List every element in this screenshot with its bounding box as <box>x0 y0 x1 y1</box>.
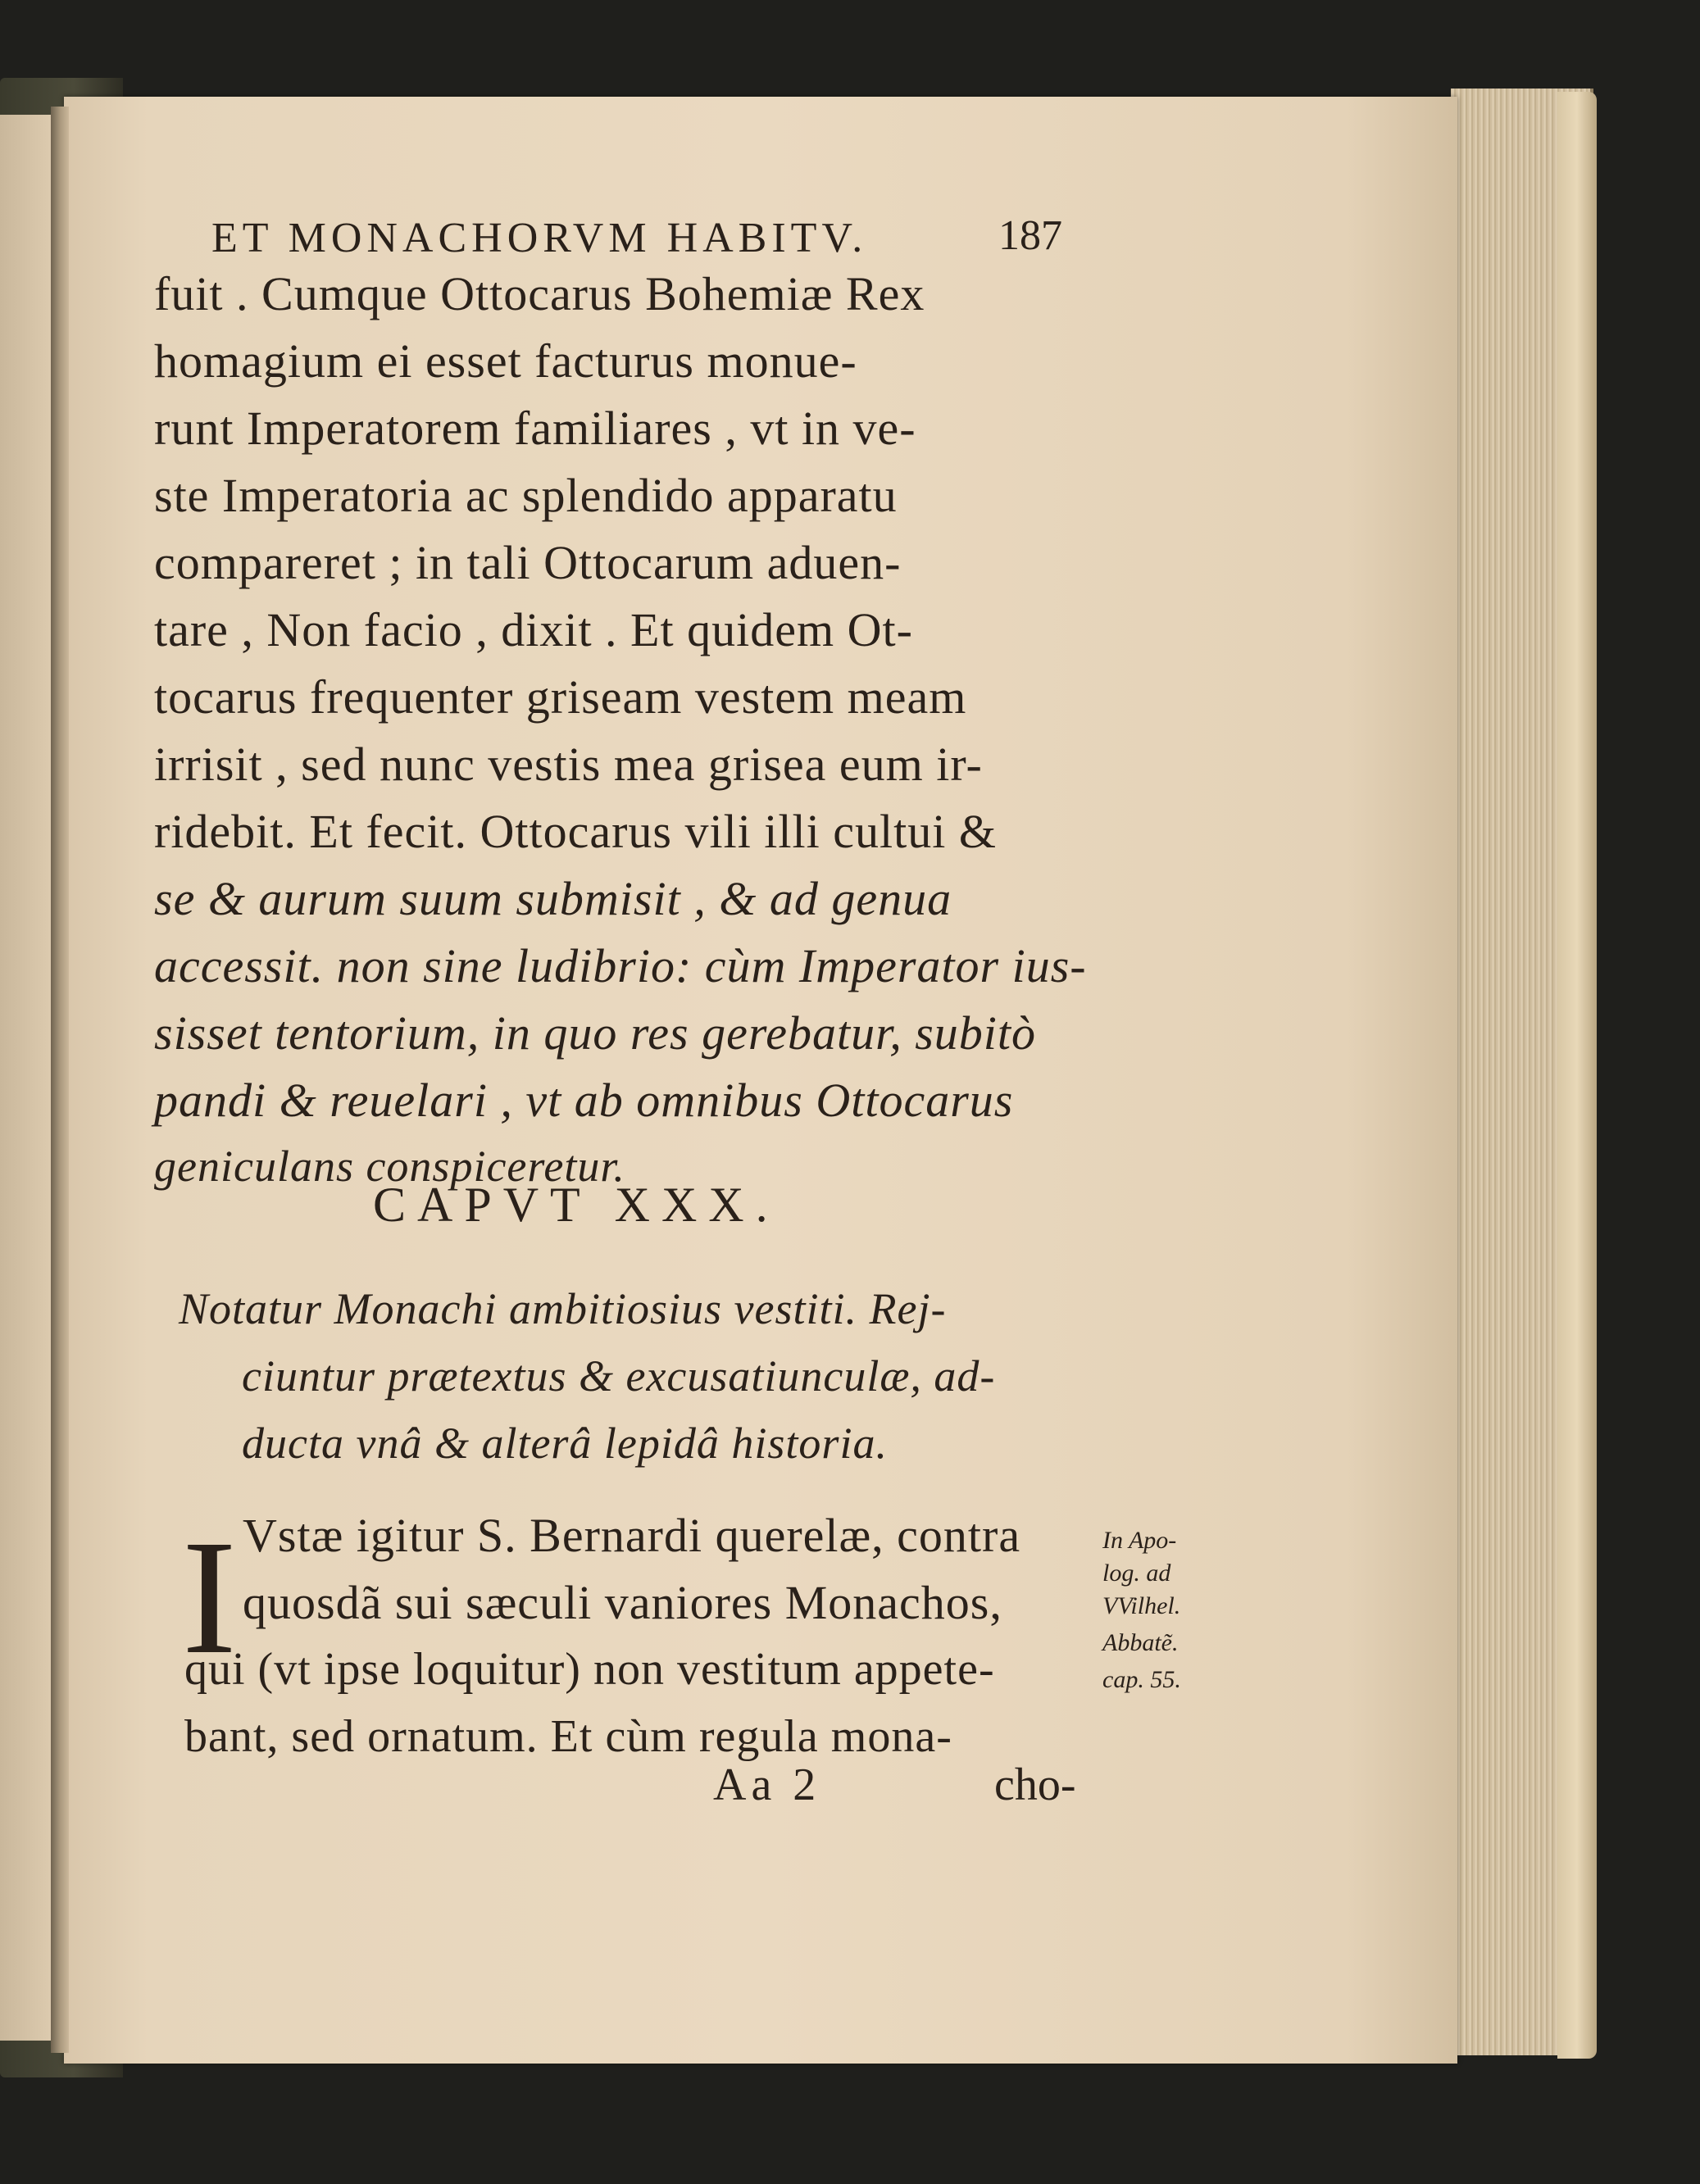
body-line: tare , Non facio , dixit . Et quidem Ot- <box>154 603 913 656</box>
body-line: irrisit , sed nunc vestis mea grisea eum ir- <box>154 738 983 791</box>
body-line: homagium ei esset facturus monue- <box>154 334 857 388</box>
chapter-text-line: bant, sed ornatum. Et cùm regula mona- <box>184 1711 952 1762</box>
cover-edge <box>1557 92 1597 2059</box>
body-line: ste Imperatoria ac splendido apparatu <box>154 469 898 522</box>
body-line: sisset tentorium, in quo res gerebatur, subitò <box>154 1006 1037 1060</box>
gutter <box>51 107 69 2053</box>
chapter-text-line: quosdã sui sæculi vaniores Monachos, <box>243 1576 1002 1629</box>
chapter-summary-line: ducta vnâ & alterâ lepidâ historia. <box>242 1419 888 1468</box>
body-line: accessit. non sine ludibrio: cùm Imperator ius- <box>154 939 1087 992</box>
catchword: cho- <box>994 1759 1076 1810</box>
body-line: compareret ; in tali Ottocarum aduen- <box>154 536 902 589</box>
chapter-heading: CAPVT XXX. <box>373 1178 780 1232</box>
body-line: geniculans conspiceretur. <box>154 1142 625 1191</box>
chapter-summary-line: Notatur Monachi ambitiosius vestiti. Rej- <box>179 1284 947 1333</box>
margin-note-line: cap. 55. <box>1102 1666 1181 1693</box>
running-head: ET MONACHORVM HABITV. <box>211 215 868 261</box>
body-line: fuit . Cumque Ottocarus Bohemiæ Rex <box>154 267 925 320</box>
body-line: runt Imperatorem familiares , vt in ve- <box>154 402 916 455</box>
chapter-text-line: Vstæ igitur S. Bernardi querelæ, contra <box>243 1509 1021 1562</box>
margin-note-line: log. ad <box>1102 1560 1171 1587</box>
body-line: pandi & reuelari , vt ab omnibus Ottocarus <box>154 1074 1014 1127</box>
facing-page-edge <box>0 115 57 2041</box>
page-number: 187 <box>998 212 1062 259</box>
margin-note-line: In Apo- <box>1102 1527 1177 1554</box>
body-line: tocarus frequenter griseam vestem meam <box>154 670 967 724</box>
chapter-text-line: qui (vt ipse loquitur) non vestitum appete- <box>184 1644 995 1695</box>
margin-note-line: VVilhel. <box>1102 1592 1181 1619</box>
drop-capital: I <box>182 1507 237 1688</box>
signature-mark: Aa 2 <box>713 1759 821 1810</box>
body-line: ridebit. Et fecit. Ottocarus vili illi cultui & <box>154 805 997 858</box>
body-line: se & aurum suum submisit , & ad genua <box>154 872 952 925</box>
chapter-summary-line: ciuntur prætextus & excusatiunculæ, ad- <box>242 1351 996 1401</box>
margin-note-line: Abbatẽ. <box>1102 1629 1179 1656</box>
